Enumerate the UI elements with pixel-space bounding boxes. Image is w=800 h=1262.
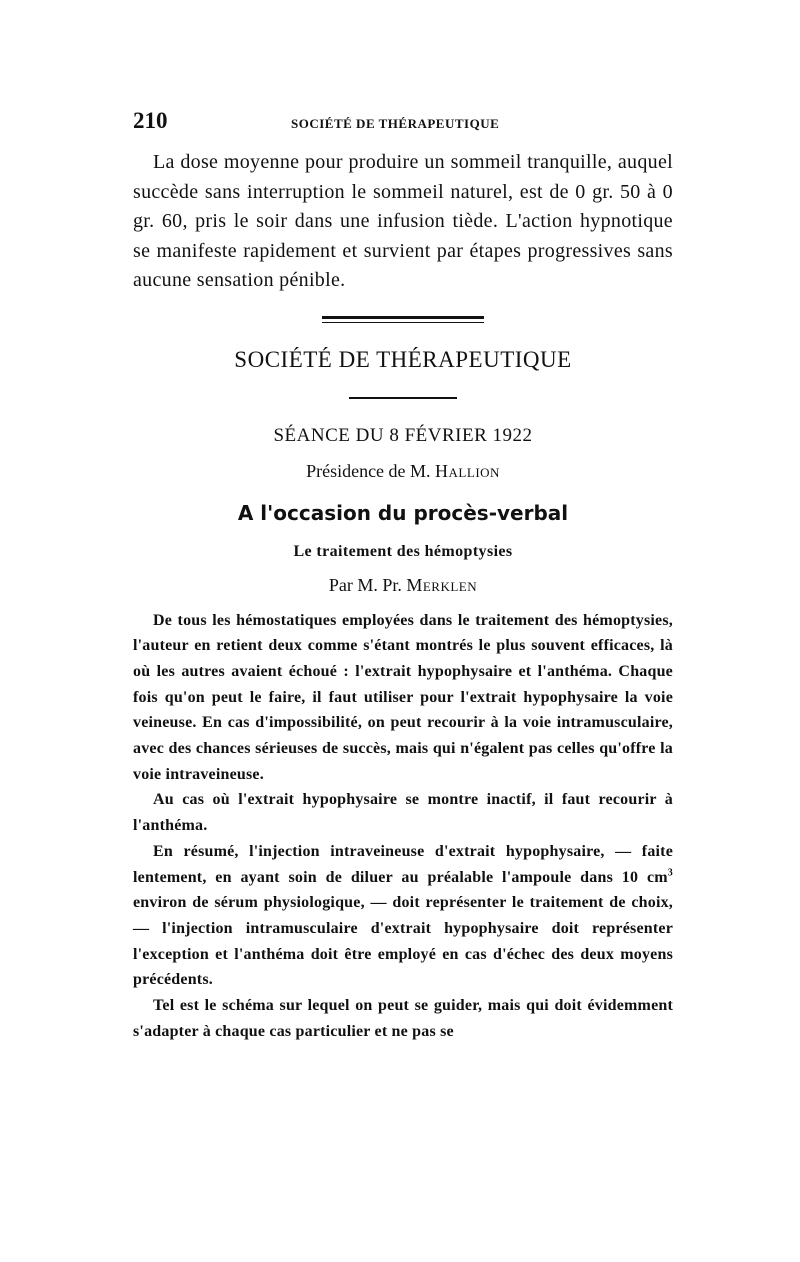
body-paragraph-3-text-cont: environ de sérum physiologique, — doit représenter le traitement de choix, — l'injection intramusculaire d'extrait hypophysaire doit représenter l'exception et l'anthéma doit être employé en cas d'échec des deux moyens précédents. xyxy=(133,894,673,989)
page xyxy=(133,108,673,1044)
article-subtitle: Le traitement des hémoptysies xyxy=(293,542,513,560)
society-title: SOCIÉTÉ DE THÉRAPEUTIQUE xyxy=(234,346,572,372)
session-heading: SÉANCE DU 8 FÉVRIER 1922 xyxy=(273,424,533,446)
body-paragraph-2: Au cas où l'extrait hypophysaire se montre inactif, il faut recourir à l'anthéma. xyxy=(133,791,673,835)
body-paragraph-1: De tous les hémostatiques employées dans le traitement des hémoptysies, l'auteur en retient deux comme s'étant montrés le plus souvent efficaces, là où les autres avaient échoué : l'extrait hypophysaire et l'anthéma. Chaque fois qu'on peut le faire, il faut utiliser pour l'extrait hypophysaire la voie veineuse. En cas d'impossibilité, on peut recourir à la voie intramusculaire, avec des chances sérieuses de succès, mais qui n'égalent pas celles qu'offre la voie intraveineuse. xyxy=(133,611,673,783)
presidence-line xyxy=(133,459,673,483)
presidence-prefix: Présidence de M. xyxy=(306,460,431,481)
body-paragraph-3-text: En résumé, l'injection intraveineuse d'extrait hypophysaire, — faite lentement, en ayant soin de diluer au préalable l'ampoule dans 10 cm xyxy=(133,842,673,886)
page-number: 210 xyxy=(133,108,168,133)
page-header xyxy=(133,108,673,148)
author-prefix: Par M. Pr. xyxy=(328,574,402,595)
double-rule-divider xyxy=(322,316,484,323)
running-head: SOCIÉTÉ DE THÉRAPEUTIQUE xyxy=(291,116,500,131)
rule-divider xyxy=(349,397,457,399)
author-name: Merklen xyxy=(406,574,478,595)
superscript: 3 xyxy=(667,867,673,879)
author-line xyxy=(133,572,673,598)
article-title: A l'occasion du procès-verbal xyxy=(237,500,569,525)
president-name: Hallion xyxy=(435,460,500,481)
intro-paragraph: La dose moyenne pour produire un sommeil tranquille, auquel succède sans interruption le sommeil naturel, est de 0 gr. 50 à 0 gr. 60, pris le soir dans une infusion tiède. L'action hypnotique se manifeste rapidement et survient par étapes progressives sans aucune sensation pénible. xyxy=(133,151,673,291)
body-paragraph-4: Tel est le schéma sur lequel on peut se guider, mais qui doit évidemment s'adapter à chaque cas particulier et ne pas se xyxy=(133,997,673,1040)
body-paragraph-3 xyxy=(133,839,673,993)
